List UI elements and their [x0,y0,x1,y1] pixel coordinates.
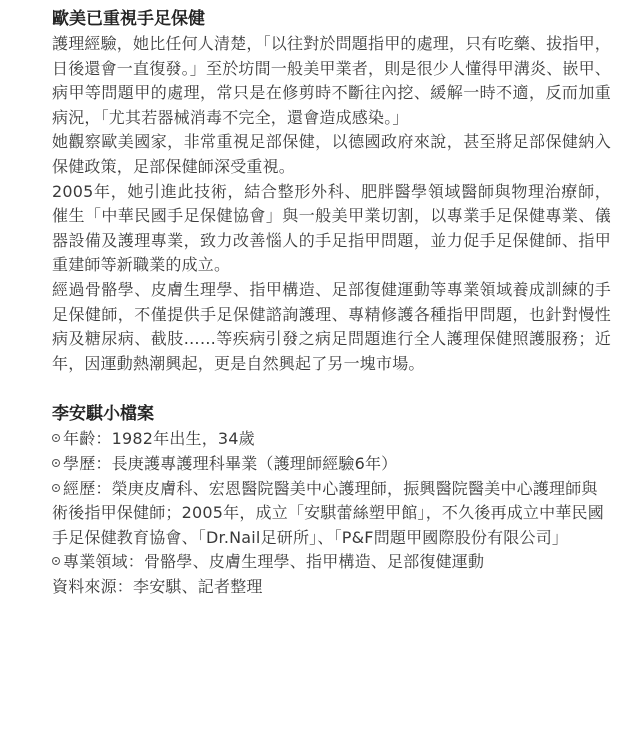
bullet-icon [52,459,60,467]
bullet-icon [52,434,60,442]
profile-section [52,402,611,599]
article-section [52,6,611,376]
section-title: 歐美已重視手足保健 [52,9,205,29]
profile-item [52,427,611,452]
profile-item-text: 經歷：榮庚皮膚科、宏恩醫院醫美中心護理師，振興醫院醫美中心護理師與術後指甲保健師；2005年，成立「安騏蕾絲塑甲館」，不久後再成立中華民國手足保健教育協會、「Dr.Nail足研所」、「P&F問題甲國際股份有限公司」 [52,478,604,547]
profile-item-text: 年齡：1982年出生，34歲 [63,429,255,449]
profile-item [52,550,611,575]
profile-title: 李安騏小檔案 [52,404,154,425]
bullet-icon [52,557,60,565]
source-credit: 資料來源：李安騏、記者整理 [52,576,263,596]
profile-item-text: 專業領域：骨骼學、皮膚生理學、指甲構造、足部復健運動 [63,552,485,572]
article-paragraph: 護理經驗，她比任何人清楚，「以往對於問題指甲的處理，只有吃藥、拔指甲，日後還會一直復發。」至於坊間一般美甲業者，則是很少人懂得甲溝炎、嵌甲、病甲等問題甲的處理，常只是在修剪時不斷往內挖、緩解一時不適，反而加重病況，「尤其若器械消毒不完全，還會造成感染。」 [52,34,612,127]
section-spacer [52,376,611,402]
article-paragraph: 她觀察歐美國家，非常重視足部保健，以德國政府來說，甚至將足部保健納入保健政策，足部保健師深受重視。 [52,132,611,176]
article-paragraph: 2005年，她引進此技術，結合整形外科、肥胖醫學領域醫師與物理治療師，催生「中華民國手足保健協會」與一般美甲業切割，以專業手足保健專業、儀器設備及護理專業，致力改善惱人的手足指甲問題，並力促手足保健師、指甲重建師等新職業的成立。 [52,181,611,275]
article-paragraph: 經過骨骼學、皮膚生理學、指甲構造、足部復健運動等專業領域養成訓練的手足保健師，不僅提供手足保健諮詢護理、專精修護各種指甲問題，也針對慢性病及糖尿病、截肢……等疾病引發之病足問題進行全人護理保健照護服務；近年，因運動熱潮興起，更是自然興起了另一塊市場。 [52,279,611,373]
profile-item [52,477,611,551]
profile-list [52,427,611,575]
bullet-icon [52,484,60,492]
profile-item-text: 學歷：長庚護專護理科畢業（護理師經驗6年） [63,453,398,473]
profile-item [52,452,611,477]
